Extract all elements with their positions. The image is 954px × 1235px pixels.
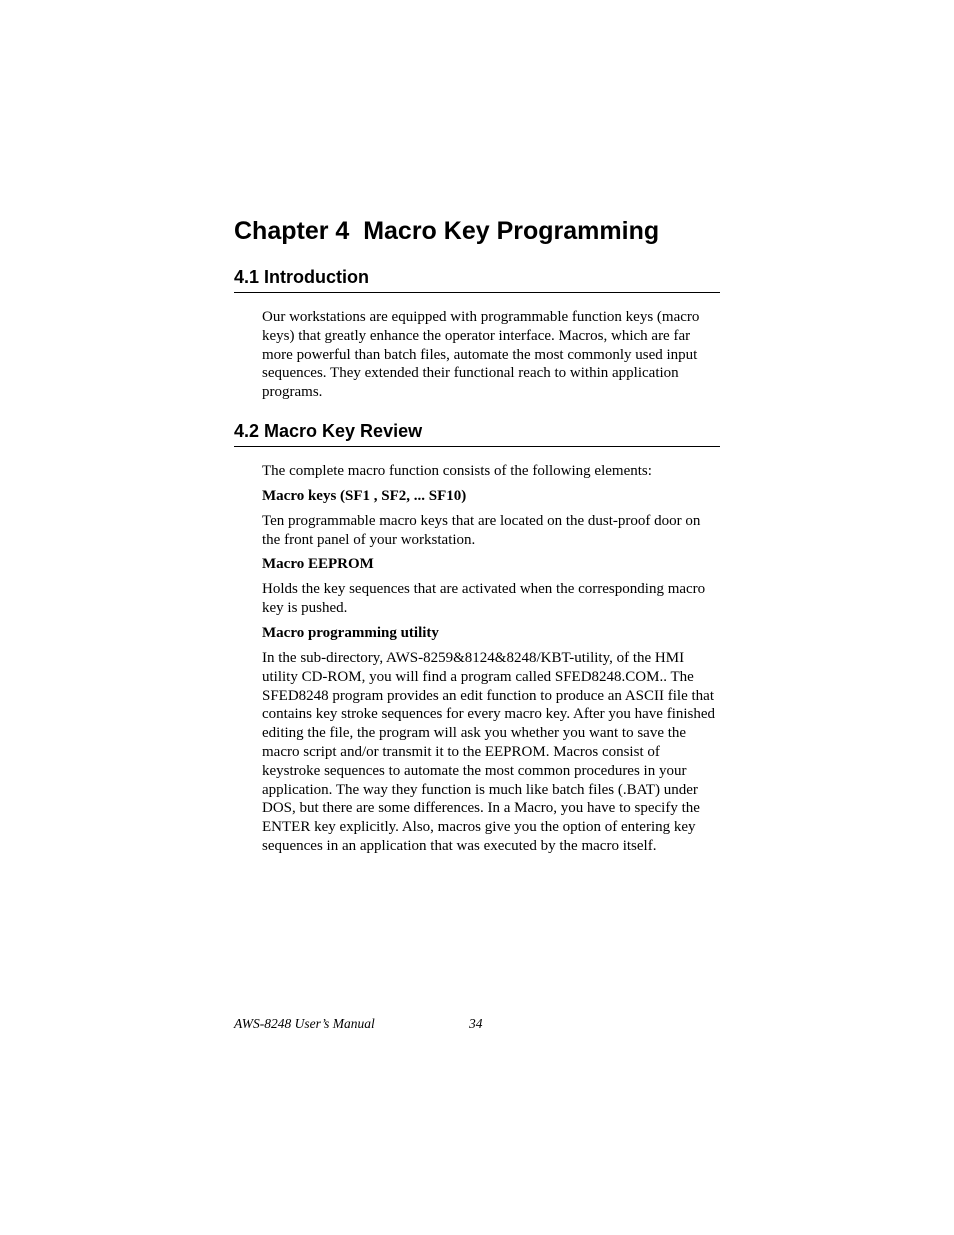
section-body-introduction (262, 308, 720, 408)
introduction-paragraph: Our workstations are equipped with programmable function keys (macro keys) that greatly enhance the operator interface. Macros, which are far more powerful than batch files, automate the most commonly used input sequences. They extended their functional reach to within application programs. (262, 309, 700, 401)
review-intro-paragraph: The complete macro function consists of the following elements: (262, 463, 652, 479)
section-body-macro-key-review (262, 462, 720, 862)
section-heading-introduction: 4.1 Introduction (234, 265, 720, 293)
macro-programming-utility-paragraph: In the sub-directory, AWS-8259&8124&8248/KBT-utility, of the HMI utility CD-ROM, you will find a program called SFED8248.COM.. The SFED8248 program provides an edit function to produce an ASCII file that contains key stroke sequences for every macro key. After you have finished editing the file, the program will ask you whether you want to save the macro script and/or transmit it to the EEPROM. Macros consist of keystroke sequences to automate the most common procedures in your application. The way they function is much like batch files (.BAT) under DOS, but there are some differences. In a Macro, you have to specify the ENTER key explicitly. Also, macros give you the option of entering key sequences in an application that was executed by the macro itself. (262, 649, 716, 854)
subhead-macro-keys: Macro keys (SF1 , SF2, ... SF10) (262, 487, 467, 504)
footer-manual-title: AWS-8248 User’s Manual (234, 1016, 375, 1031)
footer-page-number: 34 (469, 1016, 483, 1031)
chapter-title: Chapter 4 Macro Key Programming (234, 217, 660, 245)
macro-keys-paragraph: Ten programmable macro keys that are located on the dust-proof door on the front panel of your workstation. (262, 512, 701, 548)
subhead-macro-eeprom: Macro EEPROM (262, 556, 374, 573)
subhead-macro-programming-utility: Macro programming utility (262, 624, 439, 641)
macro-eeprom-paragraph: Holds the key sequences that are activated when the corresponding macro key is pushed. (262, 581, 706, 617)
section-heading-macro-key-review: 4.2 Macro Key Review (234, 419, 720, 447)
